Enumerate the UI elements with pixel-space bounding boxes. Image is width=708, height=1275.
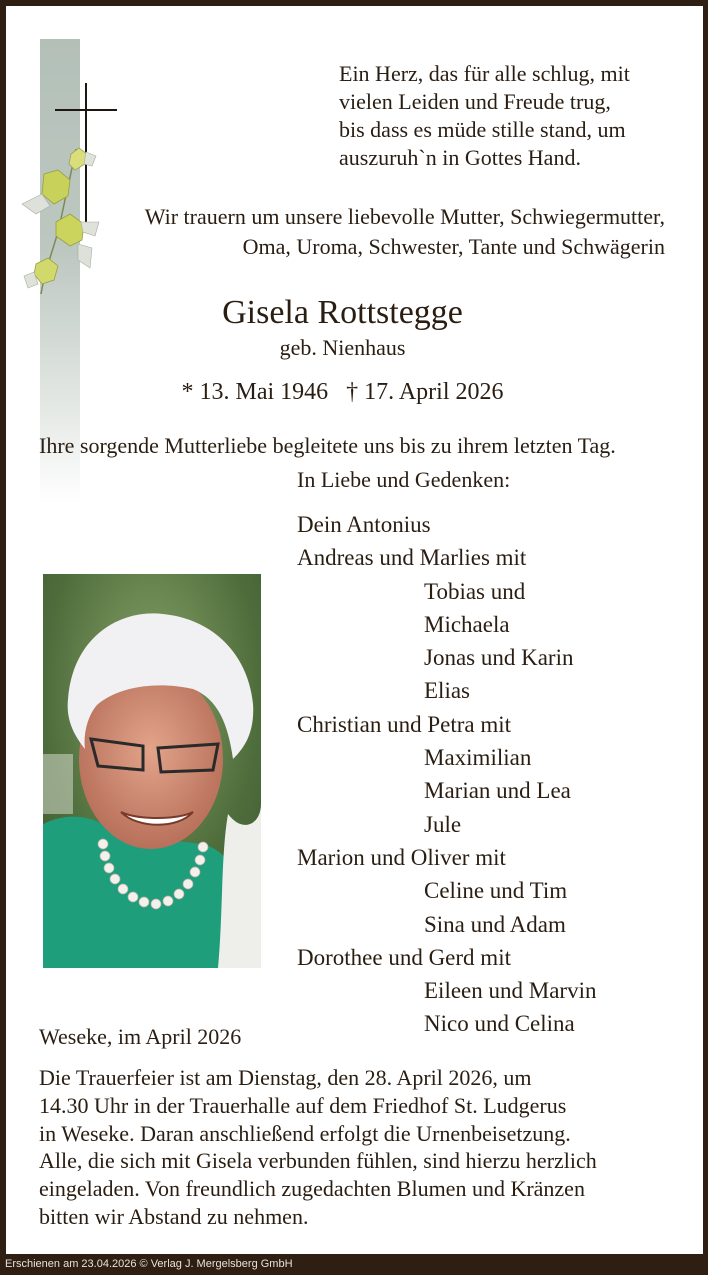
portrait-photo: [43, 574, 261, 968]
service-line: in Weseke. Daran anschließend erfolgt die Urnenbeisetzung.: [39, 1120, 571, 1146]
family-member: Sina und Adam: [424, 911, 566, 937]
family-member: Marian und Lea: [424, 778, 571, 804]
service-line: eingeladen. Von freundlich zugedachten Blumen und Kränzen: [39, 1176, 585, 1202]
family-member: Tobias und: [424, 578, 526, 604]
family-member: Dorothee und Gerd mit: [297, 944, 511, 970]
service-line: 14.30 Uhr in der Trauerhalle auf dem Friedhof St. Ludgerus: [39, 1092, 567, 1118]
place-and-date: Weseke, im April 2026: [39, 1024, 242, 1049]
life-dates: * 13. Mai 1946 † 17. April 2026: [181, 379, 504, 405]
family-member: Eileen und Marvin: [424, 978, 597, 1004]
mourning-line: Oma, Uroma, Schwester, Tante und Schwägerin: [242, 234, 665, 259]
gedenken-heading: In Liebe und Gedenken:: [297, 467, 511, 492]
family-member: Christian und Petra mit: [297, 711, 512, 737]
obituary-card: [6, 6, 703, 1254]
mourning-line: Wir trauern um unsere liebevolle Mutter, Schwiegermutter,: [144, 204, 665, 229]
birth-name: geb. Nienhaus: [279, 335, 406, 360]
service-details: [39, 1064, 597, 1231]
cross-icon-bar: [55, 109, 117, 111]
service-line: bitten wir Abstand zu nehmen.: [39, 1203, 309, 1229]
family-member: Marion und Oliver mit: [297, 844, 506, 870]
family-member: Dein Antonius: [297, 512, 431, 537]
family-member: Jule: [424, 811, 462, 837]
family-member: Elias: [424, 678, 470, 704]
publication-footer: Erschienen am 23.04.2026 © Verlag J. Mergelsberg GmbH: [5, 1258, 293, 1270]
family-member: Andreas und Marlies mit: [297, 545, 527, 571]
poem-line: bis dass es müde stille stand, um: [339, 117, 626, 142]
poem-line: Ein Herz, das für alle schlug, mit: [339, 61, 630, 86]
deceased-name: Gisela Rottstegge: [222, 294, 463, 331]
service-line: Die Trauerfeier ist am Dienstag, den 28. April 2026, um: [39, 1065, 532, 1090]
ivy-leaves-icon: [16, 144, 111, 299]
poem: [339, 60, 630, 172]
family-member: Jonas und Karin: [424, 645, 574, 671]
mourning-statement: [145, 202, 665, 262]
service-line: Alle, die sich mit Gisela verbunden fühlen, sind hierzu herzlich: [39, 1148, 597, 1174]
poem-line: vielen Leiden und Freude trug,: [339, 89, 611, 114]
family-member: Maximilian: [424, 745, 532, 771]
family-list: [297, 508, 596, 1041]
quote: Ihre sorgende Mutterliebe begleitete uns bis zu ihrem letzten Tag.: [39, 433, 616, 458]
family-member: Celine und Tim: [424, 878, 568, 904]
poem-line: auszuruh`n in Gottes Hand.: [339, 145, 581, 170]
family-member: Michaela: [424, 611, 510, 637]
family-member: Nico und Celina: [424, 1011, 575, 1037]
